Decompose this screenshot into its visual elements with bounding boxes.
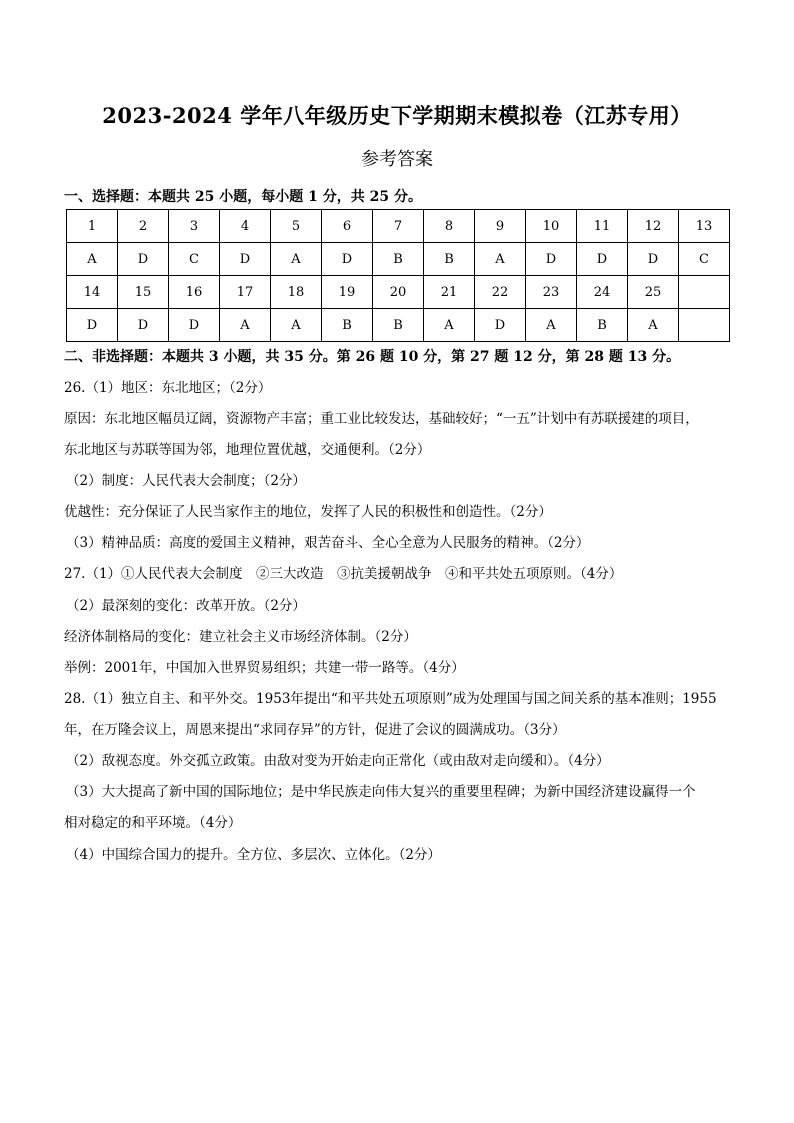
answer-line: 28.（1）独立自主、和平外交。1953年提出“和平共处五项原则”成为处理国与国之间关系的基本准则；1955 [64,691,717,707]
answer-line: （2）最深刻的变化：改革开放。（2分） [66,598,306,614]
answer-cell: D [67,309,118,342]
question-number-cell: 14 [67,276,118,309]
answer-cell: C [169,243,220,276]
answer-cell: A [271,243,322,276]
answer-line: （3）精神品质：高度的爱国主义精神，艰苦奋斗、全心全意为人民服务的精神。（2分） [66,535,590,551]
question-number-cell: 23 [526,276,577,309]
section-non-choice-heading: 二、非选择题：本题共 3 小题，共 35 分。第 26 题 10 分，第 27 题 12 分，第 28 题 13 分。 [64,349,681,365]
question-number-cell: 24 [577,276,628,309]
section-multiple-choice-heading: 一、选择题：本题共 25 小题，每小题 1 分，共 25 分。 [64,189,422,205]
table-row [67,243,730,276]
question-number-cell: 17 [220,276,271,309]
answer-line: 27.（1）①人民代表大会制度 ②三大改造 ③抗美援朝战争 ④和平共处五项原则。（4分） [64,566,623,582]
answer-line: 经济体制格局的变化：建立社会主义市场经济体制。（2分） [64,629,417,645]
question-number-cell: 9 [475,210,526,243]
answer-cell: D [526,243,577,276]
answer-cell: B [577,309,628,342]
answer-cell: D [118,243,169,276]
answer-line: 相对稳定的和平环境。（4分） [64,815,242,831]
question-number-cell: 20 [373,276,424,309]
answer-cell: D [322,243,373,276]
question-number-cell: 15 [118,276,169,309]
answer-cell: A [526,309,577,342]
empty-cell [679,309,730,342]
answer-cell: A [424,309,475,342]
answer-line: （3）大大提高了新中国的国际地位；是中华民族走向伟大复兴的重要里程碑；为新中国经济建设赢得一个 [66,784,696,800]
page-title: 2023-2024 学年八年级历史下学期期末模拟卷（江苏专用） [102,103,692,128]
question-number-cell: 19 [322,276,373,309]
answer-line: 东北地区与苏联等国为邻，地理位置优越，交通便利。（2分） [64,442,431,458]
question-number-cell: 7 [373,210,424,243]
question-number-cell: 8 [424,210,475,243]
answer-cell: B [322,309,373,342]
question-number-cell: 18 [271,276,322,309]
answer-line: 年，在万隆会议上，周恩来提出“求同存异”的方针，促进了会议的圆满成功。（3分） [64,722,566,738]
empty-cell [679,276,730,309]
question-number-cell: 6 [322,210,373,243]
answer-line: （2）敌视态度。外交孤立政策。由敌对变为开始走向正常化（或由敌对走向缓和）。（4分） [66,753,610,769]
answer-line: 优越性：充分保证了人民当家作主的地位，发挥了人民的积极性和创造性。（2分） [64,504,552,520]
answer-cell: B [373,309,424,342]
question-number-cell: 4 [220,210,271,243]
question-number-cell: 5 [271,210,322,243]
table-row [67,309,730,342]
answer-cell: D [169,309,220,342]
answer-line: 原因：东北地区幅员辽阔，资源物产丰富；重工业比较发达，基础较好；“一五”计划中有苏联援建的项目， [64,411,699,427]
question-number-cell: 11 [577,210,628,243]
table-row [67,276,730,309]
answer-cell: A [628,309,679,342]
question-number-cell: 22 [475,276,526,309]
question-number-cell: 10 [526,210,577,243]
question-number-cell: 21 [424,276,475,309]
answer-line: （4）中国综合国力的提升。全方位、多层次、立体化。（2分） [66,847,441,863]
answer-table [66,209,730,342]
answer-cell: B [373,243,424,276]
answer-cell: D [628,243,679,276]
question-number-cell: 1 [67,210,118,243]
answer-cell: A [220,309,271,342]
question-number-cell: 25 [628,276,679,309]
question-number-cell: 13 [679,210,730,243]
answer-line: 26.（1）地区：东北地区；（2分） [64,380,272,396]
answer-cell: D [475,309,526,342]
answer-cell: D [118,309,169,342]
page-subtitle: 参考答案 [361,149,433,170]
answer-line: 举例：2001年，中国加入世界贸易组织；共建一带一路等。（4分） [64,660,465,676]
table-row [67,210,730,243]
question-number-cell: 12 [628,210,679,243]
answer-cell: C [679,243,730,276]
answer-cell: B [424,243,475,276]
answer-cell: D [220,243,271,276]
answer-cell: D [577,243,628,276]
answer-cell: A [271,309,322,342]
question-number-cell: 2 [118,210,169,243]
question-number-cell: 3 [169,210,220,243]
answer-line: （2）制度：人民代表大会制度；（2分） [66,473,306,489]
answer-cell: A [67,243,118,276]
answer-cell: A [475,243,526,276]
question-number-cell: 16 [169,276,220,309]
